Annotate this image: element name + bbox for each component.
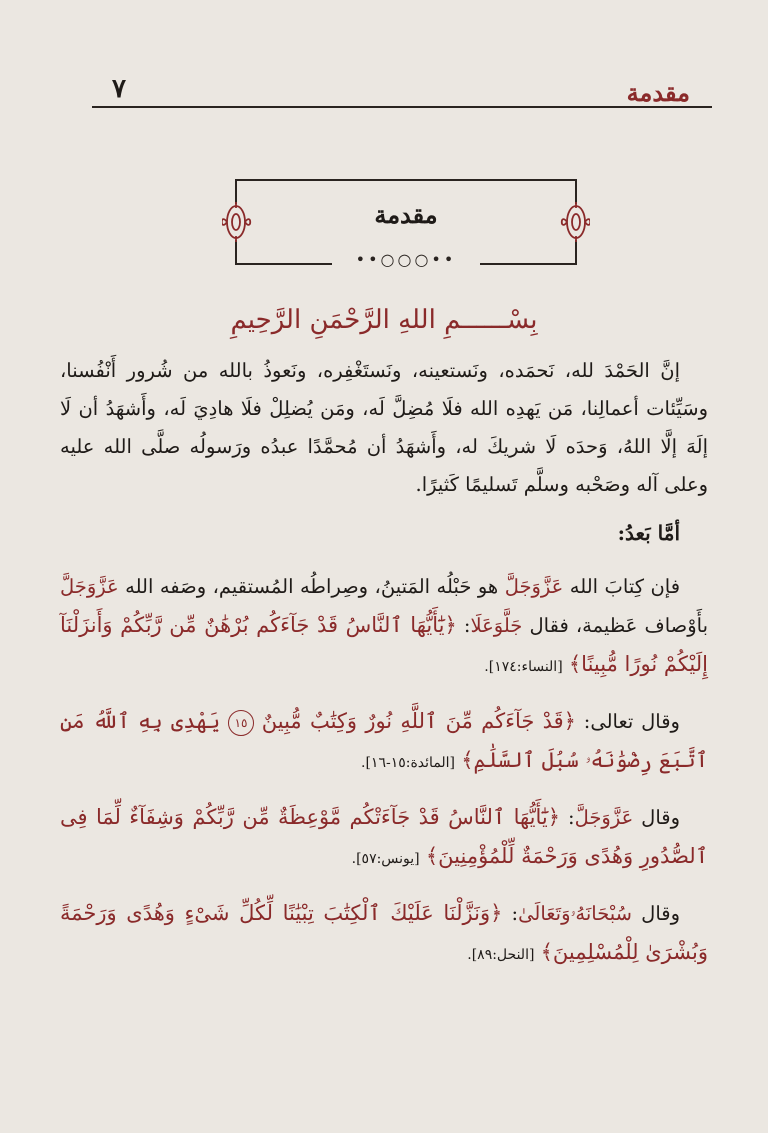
body-text (60, 352, 708, 974)
text-run: هو حَبْلُه المَتينُ، وصِراطُه المُستقيم، وصَفه الله (125, 575, 499, 598)
text-run: بأَوْصاف عَظيمة، فقال (529, 614, 709, 637)
honorific: جَلَّوَعَلَا (470, 614, 523, 637)
title-ornament-dots: ••○○○•• (355, 250, 457, 269)
header-rule (92, 106, 712, 108)
text-run: فإن كِتابَ الله (569, 575, 681, 598)
verse-reference: [النحل:٨٩]. (467, 947, 535, 963)
verse-reference: [المائدة:١٥-١٦]. (361, 755, 456, 771)
quran-verse: ﴿قَدْ جَآءَكُم مِّنَ ٱللَّهِ نُورٌ وَكِتَٰبٌ مُّبِينٌ (261, 709, 576, 733)
paragraph-opening: إنَّ الحَمْدَ لله، نَحمَده، ونَستعينه، ونَستَغْفِره، ونَعوذُ بالله من شُرور أَنْفُسنا، وسَيِّئات أعمالِنا، مَن يَهدِه الله فلَا مُضِلَّ لَه، ومَن يُضلِلْ فلَا هادِيَ لَه، وأَشهَدُ أن لَا إلَهَ إلَّا اللهُ، وَحدَه لَا شريكَ له، وأَشهَدُ أن مُحمَّدًا عبدُه ورَسولُه صلَّى الله عليه وعلى آله وصَحْبه وسلَّم تَسليمًا كَثيرًا. (60, 359, 708, 496)
verse-reference: [يونس:٥٧]. (351, 851, 420, 867)
quran-verse: ﴿يَٰٓأَيُّهَا ٱلنَّاسُ قَدْ جَآءَتْكُم مَّوْعِظَةٌ مِّن رَّبِّكُمْ وَشِفَآءٌ لِّمَا فِى ٱلصُّدُورِ وَهُدًى وَرَحْمَةٌ لِّلْمُؤْمِنِينَ﴾ (60, 805, 708, 868)
basmala: بِسْــــــمِ اللهِ الرَّحْمَنِ الرَّحِيمِ (230, 305, 538, 335)
amma-bad-heading: أمَّا بَعدُ: (617, 521, 680, 545)
text-run: وقال (641, 806, 681, 829)
chapter-title-frame (222, 172, 590, 272)
paragraph-verse-maidah (60, 702, 708, 782)
verse-reference: [النساء:١٧٤]. (484, 659, 563, 675)
colon: : (568, 806, 575, 829)
quran-verse: ﴿يَٰٓأَيُّهَا ٱلنَّاسُ قَدْ جَآءَكُم بُرْهَٰنٌ مِّن رَّبِّكُمْ وَأَنزَلْنَآ إِلَيْكُمْ نُورًا مُّبِينًا﴾ (60, 613, 708, 676)
chapter-title: مقدمة (374, 200, 438, 229)
honorific: عَزَّوَجَلَّ (60, 575, 119, 598)
honorific: سُبْحَانَهُۥوَتَعَالَىٰ (518, 902, 633, 925)
page-number: ٧ (112, 74, 126, 104)
running-header-title: مقدمة (626, 78, 690, 107)
paragraph-verse-nahl (60, 894, 708, 974)
quran-verse: ﴿وَنَزَّلْنَا عَلَيْكَ ٱلْكِتَٰبَ تِبْيَٰنًا لِّكُلِّ شَىْءٍ وَهُدًى وَرَحْمَةً وَبُشْرَىٰ لِلْمُسْلِمِينَ﴾ (60, 901, 708, 964)
paragraph-verse-yunus (60, 798, 708, 878)
honorific: عَزَّوَجَلَّ (574, 806, 634, 829)
colon: : (511, 902, 519, 925)
honorific: عَزَّوَجَلَّ (504, 575, 564, 598)
colon: : (463, 614, 471, 637)
quran-verse: يَهْدِى بِهِ ٱللَّهُ مَنِ ٱتَّبَعَ رِضْوَٰنَهُۥ سُبُلَ ٱلسَّلَٰمِ﴾ (60, 709, 708, 772)
ayah-number-marker: ١٥ (228, 710, 254, 736)
text-run: وقال تعالى: (583, 710, 680, 733)
paragraph-quran-description (60, 568, 708, 686)
text-run: وقال (641, 902, 681, 925)
